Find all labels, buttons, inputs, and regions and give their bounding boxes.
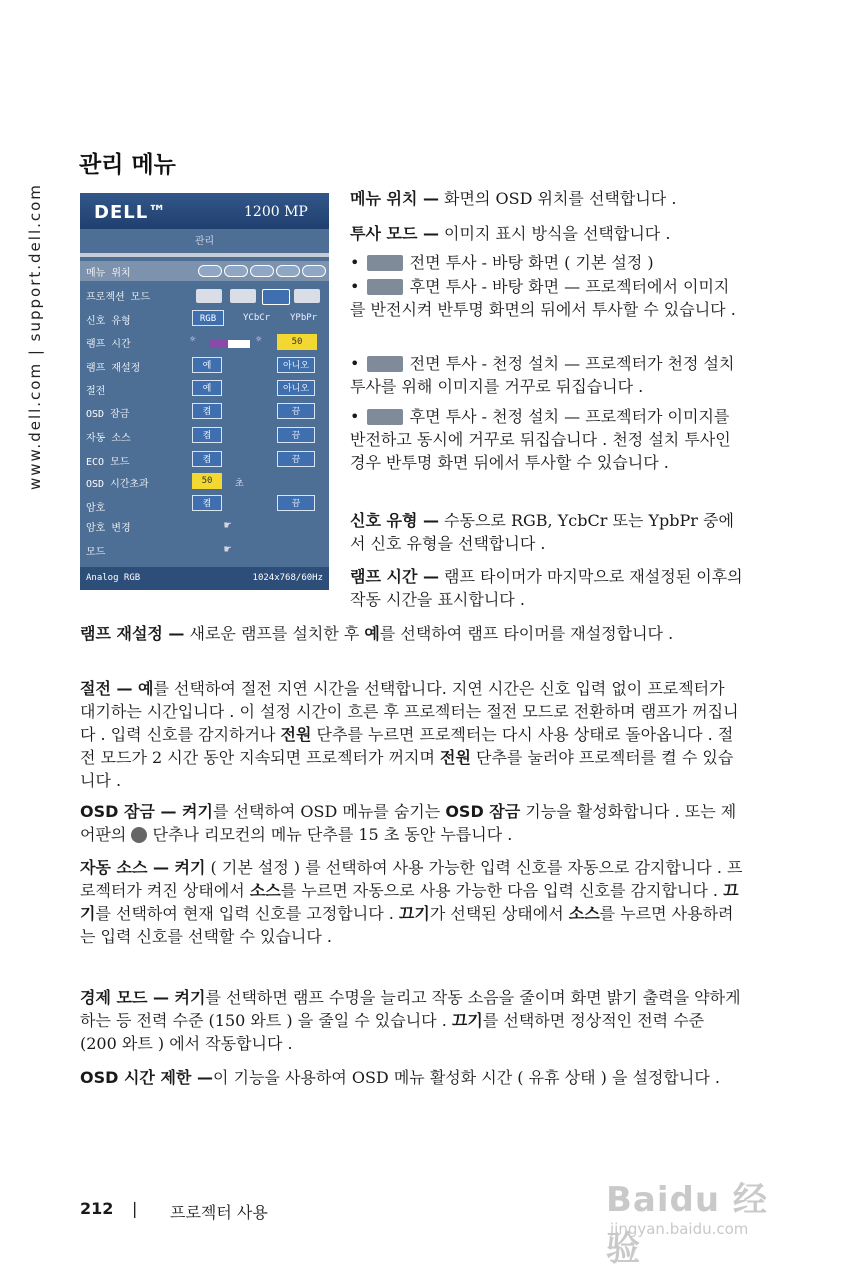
bullet-front-ceiling: • 전면 투사 - 천정 설치 — 프로젝터가 천정 설치 투사를 위해 이미지를 거꾸로 뒤집습니다 . — [350, 354, 735, 396]
page-number: 212 — [80, 1199, 114, 1218]
front-ceiling-icon — [367, 356, 403, 372]
option-off: 끔 — [277, 451, 315, 467]
osd-position-icon — [276, 265, 300, 277]
signal-option: YPbPr — [290, 313, 318, 323]
front-ceiling-icon — [262, 289, 290, 305]
sun-icon: ☼ — [190, 335, 196, 345]
osd-row-label: 램프 재설정 — [86, 363, 141, 374]
bullet-front-desktop: • 전면 투사 - 바탕 화면 ( 기본 설정 ) — [350, 253, 654, 272]
osd-row-label: OSD 시간초과 — [86, 479, 149, 490]
lamp-reset-para: 램프 재설정 — 새로운 램프를 설치한 후 예를 선택하여 램프 타이머를 재설정합니다 . — [80, 624, 674, 643]
power-save-para: 절전 — 예를 선택하여 절전 지연 시간을 선택합니다. 지연 시간은 신호 입력 없이 프로젝터가 대기하는 시간입니다 . 이 설정 시간이 흐른 후 프로젝터는 절전 모드로 전환하며 램프가 꺼집니다 . 입력 신호를 감지하거나 전원 단추를 누르면 프로젝터는 다시 사용 상태로 돌아옵니다 . 절전 모드가 2 시간 동안 지속되면 프로젝터가 꺼지며 전원 단추를 눌러야 프로젝터를 켤 수 있습니다 . — [80, 679, 739, 790]
baidu-watermark — [606, 1170, 802, 1269]
lamp-hours-value: 50 — [277, 334, 317, 350]
lamp-hours-para: 램프 시간 — 램프 타이머가 마지막으로 재설정된 이후의 작동 시간을 표시합니다 . — [350, 567, 743, 609]
osd-footer-source: Analog RGB — [86, 573, 141, 583]
signal-option: RGB — [192, 310, 224, 326]
osd-model: 1200 MP — [244, 204, 308, 220]
signal-option: YCbCr — [243, 313, 271, 323]
osd-row-label: 암호 변경 — [86, 523, 131, 534]
eco-mode-para: 경제 모드 — 켜기를 선택하면 램프 수명을 늘리고 작동 소음을 줄이며 화면 밝기 출력을 약하게 하는 등 전력 수준 (150 와트 ) 을 줄일 수 있습니다 . 끄기를 선택하면 정상적인 전력 수준 (200 와트 ) 에서 작동합니다 . — [80, 988, 741, 1053]
lamp-bar-fill — [210, 340, 228, 348]
osd-menu-image — [80, 193, 329, 590]
osd-position-icon — [224, 265, 248, 277]
osd-row-label: ECO 모드 — [86, 457, 130, 468]
osd-row-label: 신호 유형 — [86, 316, 131, 327]
osd-row-label: 프로젝션 모드 — [86, 292, 150, 303]
projection-mode-para: 투사 모드 — 이미지 표시 방식을 선택합니다 . — [350, 224, 671, 243]
osd-position-icon — [302, 265, 326, 277]
osd-row-label: 모드 — [86, 547, 106, 558]
side-url: www.dell.com | support.dell.com — [26, 183, 44, 490]
option-on: 켬 — [192, 427, 222, 443]
osd-separator — [80, 253, 329, 257]
osd-position-icon — [250, 265, 274, 277]
option-no: 아니오 — [277, 357, 315, 373]
option-off: 끔 — [277, 495, 315, 511]
osd-timeout-para: OSD 시간 제한 —이 기능을 사용하여 OSD 메뉴 활성화 시간 ( 유휴 상태 ) 을 설정합니다 . — [80, 1068, 720, 1087]
option-yes: 예 — [192, 380, 222, 396]
rear-desktop-icon — [230, 289, 256, 303]
timeout-unit: 초 — [235, 479, 244, 489]
hand-icon: ☛ — [224, 518, 232, 532]
option-off: 끔 — [277, 403, 315, 419]
osd-row-label: 램프 시간 — [86, 339, 131, 350]
rear-desktop-icon — [367, 279, 403, 295]
menu-button-icon — [131, 827, 147, 843]
option-on: 켬 — [192, 403, 222, 419]
rear-ceiling-icon — [294, 289, 320, 303]
footer-separator: | — [132, 1199, 138, 1218]
osd-footer-resolution: 1024x768/60Hz — [252, 573, 323, 583]
option-on: 켬 — [192, 451, 222, 467]
osd-row-label: 자동 소스 — [86, 433, 131, 444]
option-off: 끔 — [277, 427, 315, 443]
front-desktop-icon — [367, 255, 403, 271]
sun-icon: ☼ — [256, 335, 262, 345]
hand-icon: ☛ — [224, 542, 232, 556]
osd-row-label: 암호 — [86, 503, 106, 514]
dell-logo: DELL™ — [94, 202, 168, 223]
osd-menu-title: 관리 — [194, 236, 215, 247]
option-on: 켬 — [192, 495, 222, 511]
bullet-rear-desktop: • 후면 투사 - 바탕 화면 — 프로젝터에서 이미지를 반전시켜 반투명 화면의 뒤에서 투사할 수 있습니다 . — [350, 277, 736, 319]
signal-type-para: 신호 유형 — 수동으로 RGB, YcbCr 또는 YpbPr 중에서 신호 유형을 선택합니다 . — [350, 511, 734, 553]
osd-position-icon — [198, 265, 222, 277]
rear-ceiling-icon — [367, 409, 403, 425]
option-yes: 예 — [192, 357, 222, 373]
timeout-value: 50 — [192, 473, 222, 489]
menu-position-para: 메뉴 위치 — 화면의 OSD 위치를 선택합니다 . — [350, 189, 677, 208]
osd-row-label: OSD 잠금 — [86, 409, 130, 420]
osd-row-label: 절전 — [86, 386, 106, 397]
front-desktop-icon — [196, 289, 222, 303]
page-title: 관리 메뉴 — [79, 152, 176, 178]
watermark-logo: Baidu 经验 — [606, 1180, 768, 1269]
osd-lock-para: OSD 잠금 — 켜기를 선택하여 OSD 메뉴를 숨기는 OSD 잠금 기능을 활성화합니다 . 또는 제어판의 단추나 리모컨의 메뉴 단추를 15 초 동안 누릅니다 . — [80, 802, 737, 844]
auto-source-para: 자동 소스 — 켜기 ( 기본 설정 ) 를 선택하여 사용 가능한 입력 신호를 자동으로 감지합니다 . 프로젝터가 켜진 상태에서 소스를 누르면 자동으로 사용 가능한 다음 입력 신호를 감지합니다 . 끄기를 선택하여 현재 입력 신호를 고정합니다 . 끄기가 선택된 상태에서 소스를 누르면 사용하려는 입력 신호를 선택할 수 있습니다 . — [80, 858, 743, 946]
watermark-url: jingyan.baidu.com — [610, 1220, 749, 1238]
bullet-rear-ceiling: • 후면 투사 - 천정 설치 — 프로젝터가 이미지를 반전하고 동시에 거꾸로 뒤집습니다 . 천정 설치 투사인 경우 반투명 화면 뒤에서 투사할 수 있습니다 . — [350, 407, 731, 472]
footer-title: 프로젝터 사용 — [170, 1203, 268, 1222]
option-no: 아니오 — [277, 380, 315, 396]
osd-row-label: 메뉴 위치 — [86, 268, 131, 279]
